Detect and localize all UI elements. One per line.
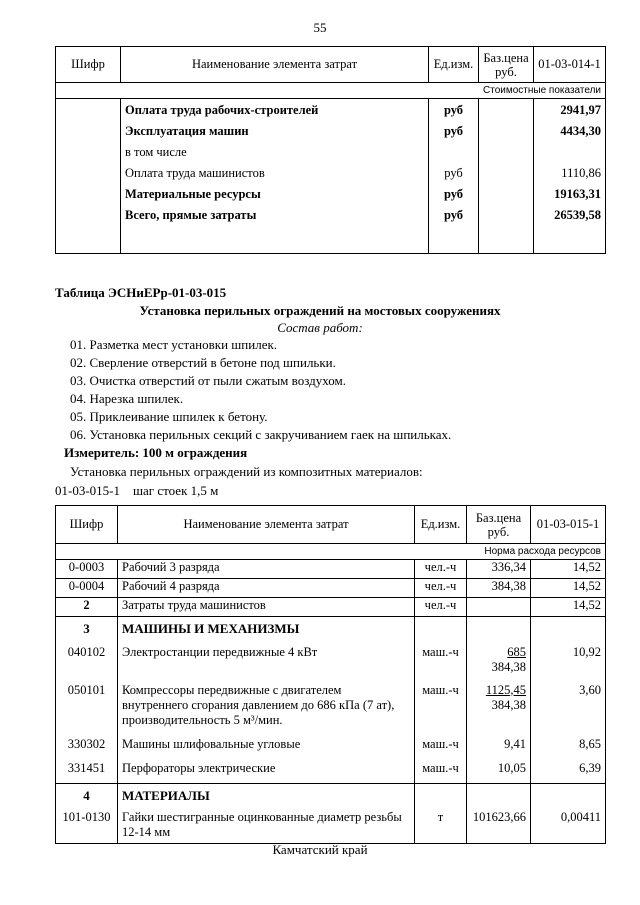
composition-label: Состав работ: bbox=[277, 320, 363, 335]
resource-code: 040102 bbox=[56, 641, 118, 679]
resource-price: 336,34 bbox=[467, 560, 531, 579]
work-step: 03. Очистка отверстий от пыли сжатым воздухом. bbox=[70, 373, 346, 388]
resource-unit: маш.-ч bbox=[415, 755, 467, 784]
resource-norm: 6,39 bbox=[531, 755, 606, 784]
resource-norm: 14,52 bbox=[531, 579, 606, 598]
resource-name bbox=[118, 806, 415, 844]
resource-code: 0-0003 bbox=[56, 560, 118, 579]
table-row bbox=[56, 598, 606, 617]
table-row bbox=[56, 617, 606, 641]
table-row bbox=[56, 784, 606, 806]
table-row bbox=[56, 731, 606, 755]
resource-code: 330302 bbox=[56, 731, 118, 755]
resource-name-line: внутреннего сгорания давлением до 686 кПа (7 ат), bbox=[122, 697, 395, 712]
row-name: Материальные ресурсы bbox=[125, 187, 261, 201]
table-subheader: Норма расхода ресурсов bbox=[56, 544, 606, 560]
page-number: 55 bbox=[313, 20, 327, 35]
empty-cell bbox=[415, 617, 467, 641]
row-unit: руб bbox=[443, 187, 464, 201]
resource-price: 9,41 bbox=[467, 731, 531, 755]
resource-name-line: Компрессоры передвижные с двигателем bbox=[122, 682, 342, 697]
resource-price bbox=[467, 641, 531, 679]
row-value: 2941,97 bbox=[560, 103, 601, 117]
table-row bbox=[56, 806, 606, 844]
table-row bbox=[56, 579, 606, 598]
price-value: 1125,45 bbox=[485, 682, 526, 697]
row-value: 4434,30 bbox=[560, 124, 601, 138]
resource-unit: чел.-ч bbox=[415, 598, 467, 617]
row-name: Оплата труда рабочих-строителей bbox=[125, 103, 319, 117]
row-name: Оплата труда машинистов bbox=[125, 166, 265, 180]
resource-norm: 10,92 bbox=[531, 641, 606, 679]
resource-name-line: 12-14 мм bbox=[122, 824, 171, 839]
resource-name: Рабочий 4 разряда bbox=[118, 579, 415, 598]
empty-cell bbox=[467, 617, 531, 641]
header-name: Наименование элемента затрат bbox=[121, 47, 429, 83]
resource-code: 101-0130 bbox=[56, 806, 118, 844]
description: Установка перильных ограждений из композитных материалов: bbox=[70, 464, 423, 479]
header-column-code: 01-03-015-1 bbox=[531, 506, 606, 544]
group-name: МАШИНЫ И МЕХАНИЗМЫ bbox=[118, 617, 415, 641]
resource-name: Перфораторы электрические bbox=[118, 755, 415, 784]
resource-unit: чел.-ч bbox=[415, 579, 467, 598]
resource-norm: 14,52 bbox=[531, 560, 606, 579]
meter-label: Измеритель: 100 м ограждения bbox=[64, 445, 248, 460]
code-cell-empty bbox=[56, 99, 121, 254]
resource-norm: 0,00411 bbox=[531, 806, 606, 844]
work-step: 05. Приклеивание шпилек к бетону. bbox=[70, 409, 268, 424]
row-unit: руб bbox=[443, 208, 464, 222]
resource-price bbox=[467, 598, 531, 617]
resource-code: 331451 bbox=[56, 755, 118, 784]
empty-cell bbox=[467, 784, 531, 806]
price-machinist: 384,38 bbox=[491, 697, 526, 712]
table-subheader: Стоимостные показатели bbox=[56, 83, 606, 99]
work-step: 04. Нарезка шпилек. bbox=[70, 391, 184, 406]
header-unit: Ед.изм. bbox=[429, 47, 479, 83]
resource-name-line: Гайки шестигранные оцинкованные диаметр резьбы bbox=[122, 809, 402, 824]
resource-unit: маш.-ч bbox=[415, 731, 467, 755]
resource-name: Затраты труда машинистов bbox=[118, 598, 415, 617]
row-name: в том числе bbox=[125, 145, 187, 159]
table-title: Таблица ЭСНиЕРр-01-03-015 bbox=[55, 285, 227, 300]
values-column bbox=[534, 99, 606, 254]
units-column bbox=[429, 99, 479, 254]
resource-price: 384,38 bbox=[467, 579, 531, 598]
work-step: 01. Разметка мест установки шпилек. bbox=[70, 337, 278, 352]
table-row bbox=[56, 679, 606, 731]
row-unit: руб bbox=[443, 124, 464, 138]
row-value: 19163,31 bbox=[554, 187, 601, 201]
resource-name-line: производительность 5 м³/мин. bbox=[122, 712, 283, 727]
empty-cell bbox=[531, 784, 606, 806]
resource-name: Машины шлифовальные угловые bbox=[118, 731, 415, 755]
row-name: Эксплуатация машин bbox=[125, 124, 249, 138]
resource-code: 2 bbox=[56, 598, 118, 617]
table-row bbox=[56, 641, 606, 679]
resource-unit: маш.-ч bbox=[415, 641, 467, 679]
header-unit: Ед.изм. bbox=[415, 506, 467, 544]
header-code: Шифр bbox=[56, 506, 118, 544]
base-price-cell-empty bbox=[479, 99, 534, 254]
price-machinist: 384,38 bbox=[491, 659, 526, 674]
row-unit: руб bbox=[443, 103, 464, 117]
row-value: 26539,58 bbox=[554, 208, 601, 222]
resource-norm: 14,52 bbox=[531, 598, 606, 617]
resource-code: 0-0004 bbox=[56, 579, 118, 598]
table-row bbox=[56, 560, 606, 579]
resource-price bbox=[467, 679, 531, 731]
resource-norm: 3,60 bbox=[531, 679, 606, 731]
resource-norm: 8,65 bbox=[531, 731, 606, 755]
group-code: 4 bbox=[56, 784, 118, 806]
resource-name bbox=[118, 679, 415, 731]
resource-price: 10,05 bbox=[467, 755, 531, 784]
work-step: 06. Установка перильных секций с закручиванием гаек на шпильках. bbox=[70, 427, 452, 442]
resource-price: 101623,66 bbox=[467, 806, 531, 844]
cost-summary-table bbox=[55, 46, 606, 254]
resource-code: 050101 bbox=[56, 679, 118, 731]
resource-name: Электростанции передвижные 4 кВт bbox=[118, 641, 415, 679]
resource-name: Рабочий 3 разряда bbox=[118, 560, 415, 579]
variant-code: 01-03-015-1 bbox=[55, 483, 120, 498]
resource-norms-table bbox=[55, 505, 606, 844]
variant-description: шаг стоек 1,5 м bbox=[133, 483, 219, 498]
header-column-code: 01-03-014-1 bbox=[534, 47, 606, 83]
row-value bbox=[538, 145, 601, 166]
row-name: Всего, прямые затраты bbox=[125, 208, 257, 222]
table-row bbox=[56, 755, 606, 784]
resource-unit: маш.-ч bbox=[415, 679, 467, 731]
names-column bbox=[121, 99, 429, 254]
header-base-price: Баз.цена руб. bbox=[467, 506, 531, 544]
empty-cell bbox=[531, 617, 606, 641]
group-name: МАТЕРИАЛЫ bbox=[118, 784, 415, 806]
page-footer: Камчатский край bbox=[272, 842, 368, 857]
header-name: Наименование элемента затрат bbox=[118, 506, 415, 544]
row-unit: руб bbox=[444, 166, 463, 180]
section-heading: Установка перильных ограждений на мостовых сооружениях bbox=[139, 303, 501, 318]
row-value: 1110,86 bbox=[561, 166, 601, 180]
empty-cell bbox=[415, 784, 467, 806]
price-value: 685 bbox=[507, 644, 526, 659]
header-base-price: Баз.цена руб. bbox=[479, 47, 534, 83]
row-unit bbox=[433, 145, 474, 166]
resource-unit: чел.-ч bbox=[415, 560, 467, 579]
group-code: 3 bbox=[56, 617, 118, 641]
header-code: Шифр bbox=[56, 47, 121, 83]
resource-unit: т bbox=[415, 806, 467, 844]
work-step: 02. Сверление отверстий в бетоне под шпильки. bbox=[70, 355, 336, 370]
